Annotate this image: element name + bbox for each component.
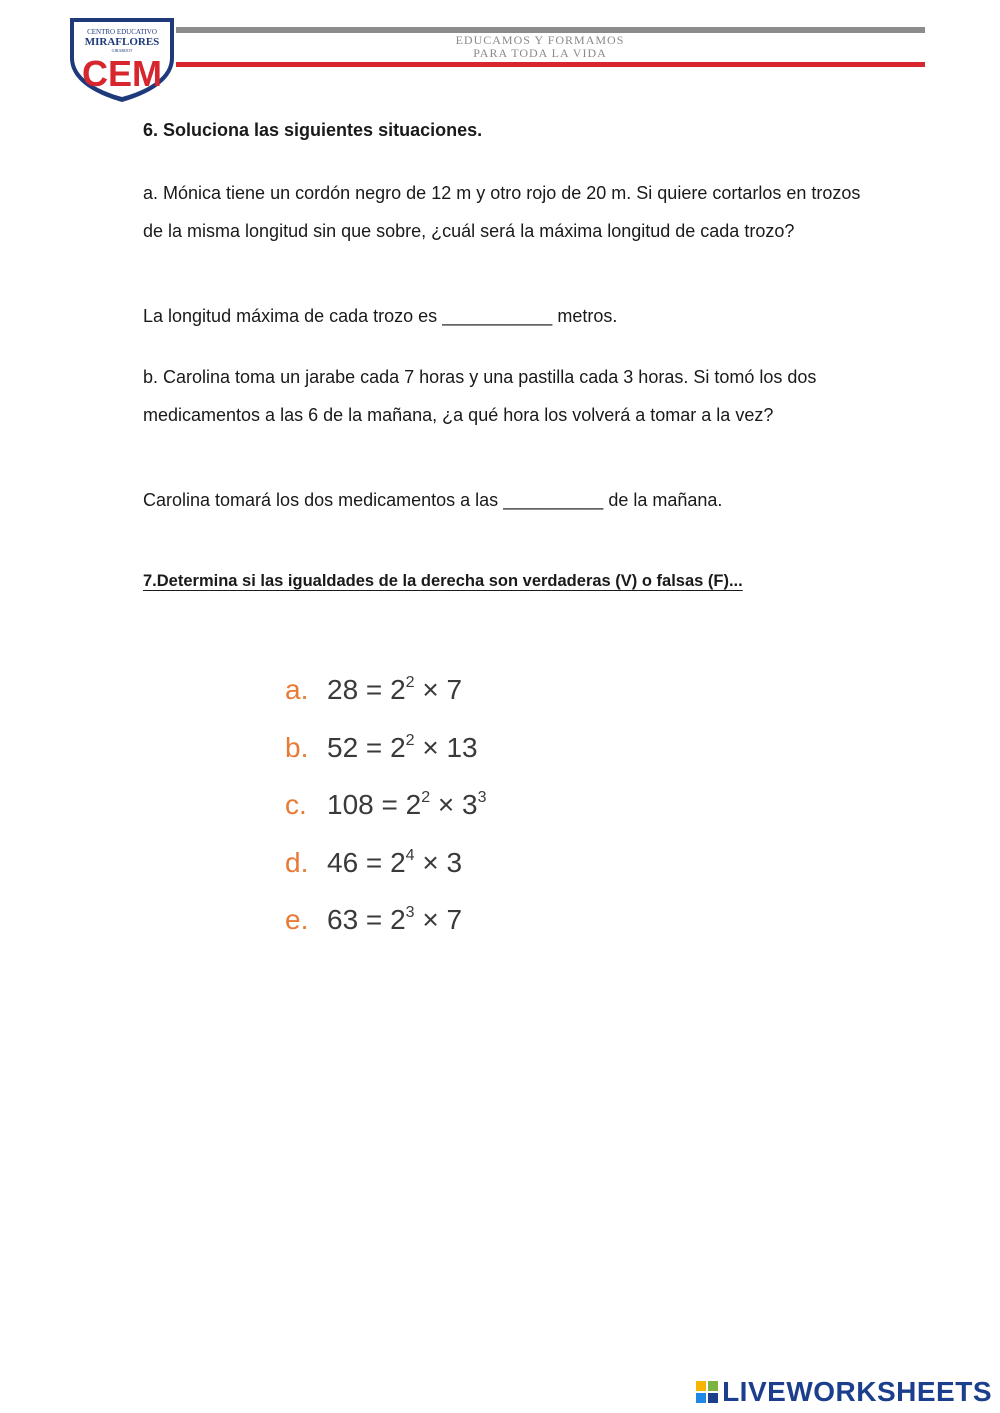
item-base: 2 — [405, 789, 422, 820]
item-letter: c. — [285, 789, 307, 820]
header-slogan — [380, 34, 700, 60]
logo-text-name: MIRAFLORES — [84, 36, 160, 48]
item-letter: e. — [285, 904, 309, 935]
item-base: 2 — [390, 731, 406, 763]
item-lhs: 28 — [327, 674, 359, 705]
item-letter: b. — [285, 731, 309, 763]
item-exponent: 2 — [405, 674, 415, 691]
logo-text-top: CENTRO EDUCATIVO — [87, 28, 157, 36]
item-exponent-2: 3 — [477, 789, 487, 806]
item-exponent: 4 — [405, 846, 415, 864]
question-6b-text: b. Carolina toma un jarabe cada 7 horas y una pastilla cada 3 horas. Si tomó los dos medicamentos a las 6 de la mañana, ¿a qué hora los volverá a tomar a la vez? — [143, 367, 817, 425]
item-lhs: 46 — [327, 846, 359, 878]
item-lhs: 52 — [327, 731, 359, 763]
item-base: 2 — [390, 674, 406, 705]
item-rest: × 13 — [422, 731, 478, 763]
logo-text-small: GIRARDOT — [111, 48, 133, 53]
item-rest: × 7 — [422, 904, 463, 935]
answer-6a-blank[interactable]: ___________ — [442, 306, 553, 326]
liveworksheets-wordmark: LIVEWORKSHEETS — [722, 1376, 992, 1407]
school-shield-logo — [64, 14, 180, 104]
item-base: 2 — [390, 904, 406, 935]
question-7-title: 7.Determina si las igualdades de la derecha son verdaderas (V) o falsas (F)... — [143, 572, 743, 590]
question-6a-text: a. Mónica tiene un cordón negro de 12 m y otro rojo de 20 m. Si quiere cortarlos en trozos de la misma longitud sin que sobre, ¿cuál será la máxima longitud de cada trozo? — [143, 183, 861, 241]
item-rest: × 7 — [422, 674, 463, 705]
item-letter: a. — [285, 674, 309, 705]
question-6a-answer-line — [143, 306, 617, 327]
slogan-line-1: EDUCAMOS Y FORMAMOS — [455, 33, 625, 47]
item-exponent: 2 — [405, 731, 415, 749]
equality-item-a: a. $28 = 2^2 \times 7$ — [285, 668, 487, 726]
equality-item-c: c. $108 = 2^2 \times 3^3$ — [285, 783, 487, 841]
equality-item-e: e. $63 = 2^3 \times 7$ — [285, 898, 487, 956]
item-base: 2 — [390, 846, 406, 878]
item-lhs: 108 — [327, 789, 374, 820]
logo-letters: CEM — [82, 53, 162, 94]
equalities-list — [285, 668, 487, 956]
item-rest: × 3 — [437, 789, 478, 820]
answer-6a-prefix: La longitud máxima de cada trozo es — [143, 306, 438, 326]
item-exponent: 2 — [421, 789, 431, 806]
answer-6b-blank[interactable]: __________ — [503, 490, 604, 510]
item-exponent: 3 — [405, 904, 415, 921]
item-letter: d. — [285, 846, 309, 878]
liveworksheets-icon — [696, 1381, 718, 1403]
question-6b-answer-line — [143, 490, 722, 511]
item-rest: × 3 — [422, 846, 463, 878]
answer-6b-suffix: de la mañana. — [608, 490, 723, 510]
answer-6b-prefix: Carolina tomará los dos medicamentos a las — [143, 490, 499, 510]
header-red-bar — [176, 62, 925, 67]
equality-item-b: b. $52 = 2^2 \times 13$ — [285, 726, 487, 784]
slogan-line-2: PARA TODA LA VIDA — [473, 46, 607, 60]
answer-6a-suffix: metros. — [557, 306, 618, 326]
liveworksheets-brand[interactable] — [696, 1376, 992, 1408]
equality-item-d: d. $46 = 2^4 \times 3$ — [285, 841, 487, 899]
question-6-title: 6. Soluciona las siguientes situaciones. — [143, 120, 483, 140]
item-lhs: 63 — [327, 904, 359, 935]
